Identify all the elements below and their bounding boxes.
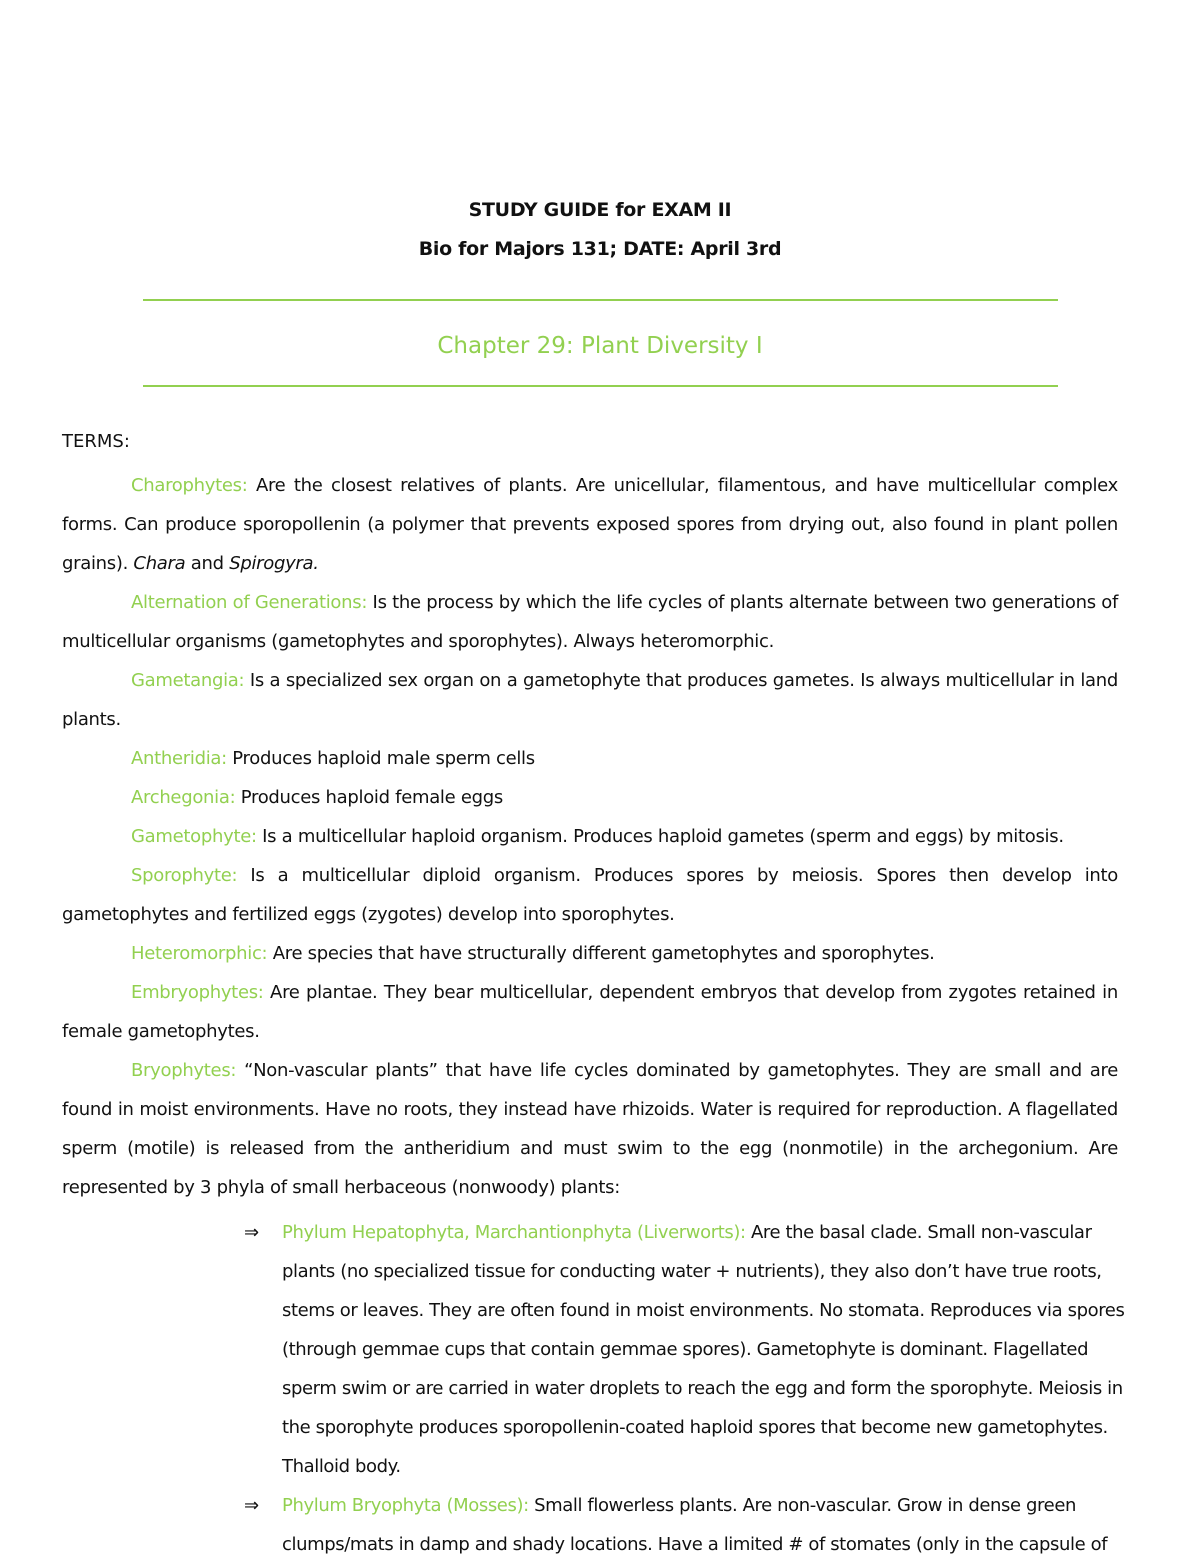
term-name: Gametophyte:	[131, 826, 257, 847]
term-definition: Is a multicellular haploid organism. Produces haploid gametes (sperm and eggs) by mitosis.	[256, 826, 1064, 847]
arrow-right-icon: ⇒	[244, 1495, 259, 1516]
term-name: Archegonia:	[131, 787, 236, 808]
terms-list	[62, 466, 1118, 1207]
term-name: Heteromorphic:	[131, 943, 268, 964]
term-name: Gametangia:	[131, 670, 245, 691]
term-definition: Are species that have structurally different gametophytes and sporophytes.	[267, 943, 935, 964]
term-name: Bryophytes:	[131, 1060, 237, 1081]
term-definition: Are plantae. They bear multicellular, dependent embryos that develop from zygotes retained in female gametophytes.	[62, 982, 1118, 1042]
document-subtitle: Bio for Majors 131; DATE: April 3rd	[418, 238, 782, 260]
phylum-item-liverworts	[244, 1213, 1138, 1486]
term-example-italic: Spirogyra.	[229, 553, 319, 574]
term-entry-antheridia	[62, 739, 1118, 778]
term-example-italic: Chara	[133, 553, 186, 574]
term-name: Sporophyte:	[131, 865, 238, 886]
term-name: Alternation of Generations:	[131, 592, 368, 613]
term-definition-joiner: and	[185, 553, 230, 574]
term-name: Embryophytes:	[131, 982, 264, 1003]
term-definition: Produces haploid female eggs	[235, 787, 503, 808]
arrow-right-icon: ⇒	[244, 1222, 259, 1243]
term-definition: Is the process by which the life cycles of plants alternate between two generations of multicellular organisms (gametophytes and sporophytes). Always heteromorphic.	[62, 592, 1118, 652]
terms-label: TERMS:	[62, 431, 130, 452]
phyla-list	[244, 1213, 1138, 1564]
term-definition: Is a multicellular diploid organism. Produces spores by meiosis. Spores then develop into gametophytes and fertilized eggs (zygotes) develop into sporophytes.	[62, 865, 1118, 925]
divider-bottom	[143, 385, 1058, 387]
term-entry-gametangia	[62, 661, 1118, 739]
term-entry-bryophytes	[62, 1051, 1118, 1207]
term-entry-sporophyte	[62, 856, 1118, 934]
chapter-heading: Chapter 29: Plant Diversity I	[437, 333, 763, 359]
term-entry-alternation	[62, 583, 1118, 661]
phylum-description: Small flowerless plants. Are non-vascular. Grow in dense green clumps/mats in damp and shady locations. Have a limited # of stomates (only in the capsule of	[282, 1495, 1108, 1555]
term-name: Antheridia:	[131, 748, 227, 769]
document-title: STUDY GUIDE for EXAM II	[468, 199, 732, 221]
phylum-item-mosses	[244, 1486, 1138, 1564]
term-entry-embryophytes	[62, 973, 1118, 1051]
term-entry-heteromorphic	[62, 934, 1118, 973]
phylum-description: Are the basal clade. Small non-vascular plants (no specialized tissue for conducting water + nutrients), they also don’t have true roots, stems or leaves. They are often found in moist environments. No stomata. Reproduces via spores (through gemmae cups that contain gemmae spores). Gametophyte is dominant. Flagellated sperm swim or are carried in water droplets to reach the egg and form the sporophyte. Meiosis in the sporophyte produces sporopollenin-coated haploid spores that become new gametophytes. Thalloid body.	[282, 1222, 1125, 1477]
term-entry-gametophyte	[62, 817, 1118, 856]
term-name: Charophytes:	[131, 475, 248, 496]
divider-top	[143, 299, 1058, 301]
term-definition: “Non-vascular plants” that have life cycles dominated by gametophytes. They are small and are found in moist environments. Have no roots, they instead have rhizoids. Water is required for reproduction. A flagellated sperm (motile) is released from the antheridium and must swim to the egg (nonmotile) in the archegonium. Are represented by 3 phyla of small herbaceous (nonwoody) plants:	[62, 1060, 1118, 1198]
term-entry-charophytes	[62, 466, 1118, 583]
term-entry-archegonia	[62, 778, 1118, 817]
term-definition: Is a specialized sex organ on a gametophyte that produces gametes. Is always multicellular in land plants.	[62, 670, 1118, 730]
term-definition: Produces haploid male sperm cells	[226, 748, 535, 769]
phylum-name: Phylum Bryophyta (Mosses):	[282, 1495, 529, 1516]
phylum-name: Phylum Hepatophyta, Marchantionphyta (Liverworts):	[282, 1222, 746, 1243]
term-definition: Are the closest relatives of plants. Are unicellular, filamentous, and have multicellular complex forms. Can produce sporopollenin (a polymer that prevents exposed spores from drying out, also found in plant pollen grains).	[62, 475, 1118, 574]
